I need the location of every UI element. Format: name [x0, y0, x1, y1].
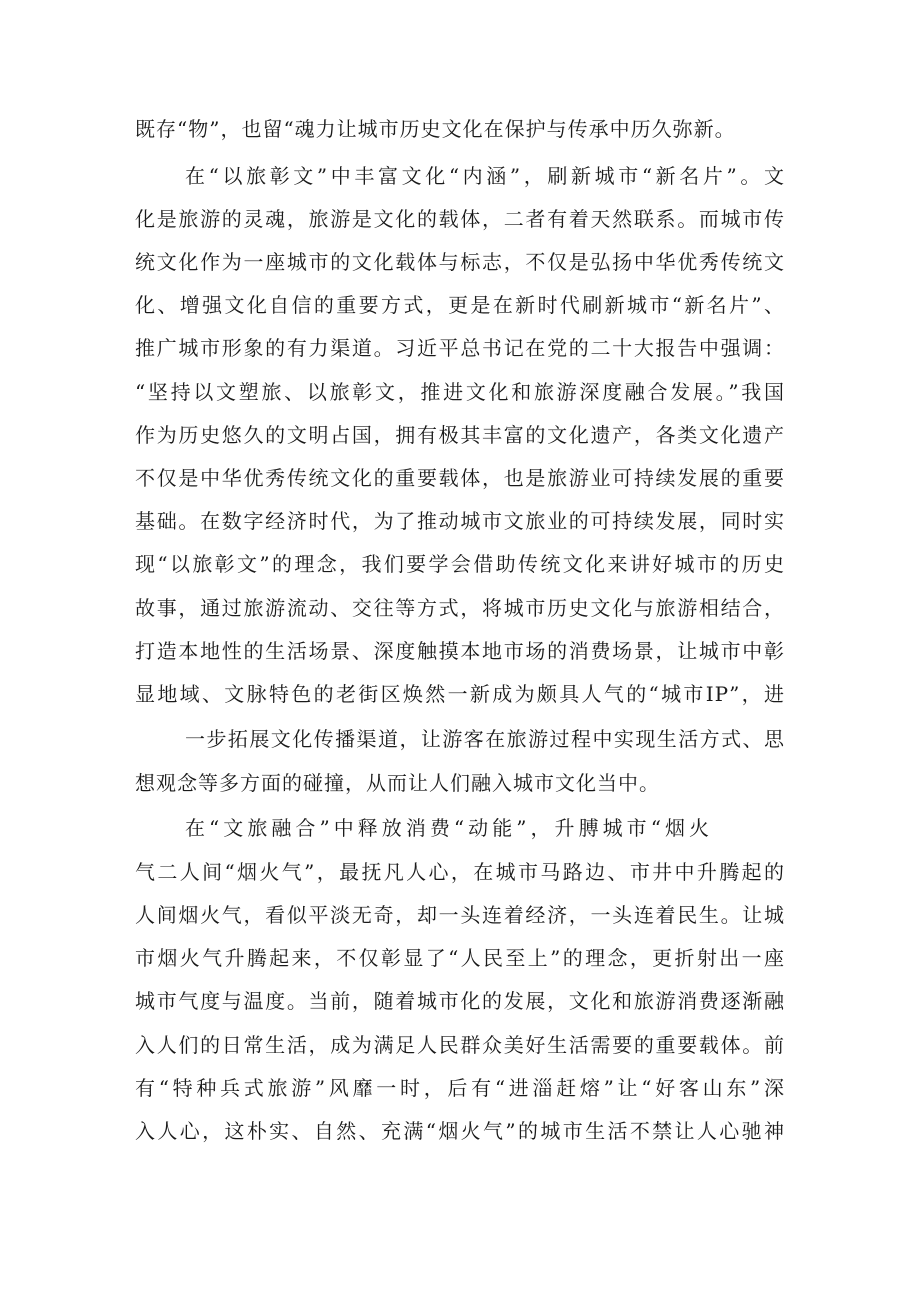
- text-line-14: 显地域、文脉特色的老街区焕然一新成为颇具人气的“城市IP”，进: [135, 682, 785, 706]
- text-line-20: 市烟火气升腾起来，不仅彰显了“人民至上”的理念，更折射出一座: [135, 946, 785, 970]
- text-line-17: 在“文旅融合”中释放消费“动能”，升膊城市“烟火: [185, 816, 710, 840]
- text-line-21: 城市气度与温度。当前，随着城市化的发展，文化和旅游消费逐渐融: [135, 989, 785, 1013]
- text-line-22: 入人们的日常生活，成为满足人民群众美好生活需要的重要载体。前: [135, 1033, 785, 1057]
- text-line-13: 打造本地性的生活场景、深度触摸本地市场的消费场景，让城市中彰: [135, 639, 785, 663]
- text-line-19: 人间烟火气，看似平淡无奇，却一头连着经济，一头连着民生。让城: [135, 903, 785, 927]
- text-line-5: 化、增强文化自信的重要方式，更是在新时代刷新城市“新名片”、: [135, 293, 785, 317]
- text-line-1: 既存“物”，也留“魂力让城市历史文化在保护与传承中历久弥新。: [135, 117, 736, 141]
- text-line-8: 作为历史悠久的文明占国，拥有极其丰富的文化遗产，各类文化遗产: [135, 423, 785, 447]
- text-line-9: 不仅是中华优秀传统文化的重要载体，也是旅游业可持续发展的重要: [135, 466, 785, 490]
- text-line-15: 一步拓展文化传播渠道，让游客在旅游过程中实现生活方式、思: [185, 727, 785, 751]
- text-line-4: 统文化作为一座城市的文化载体与标志，不仅是弘扬中华优秀传统文: [135, 250, 785, 274]
- text-line-7: “坚持以文塑旅、以旅彰文，推进文化和旅游深度融合发展。”我国: [135, 380, 785, 404]
- text-line-23: 有“特种兵式旅游”风靡一时，后有“进淄赶熔”让“好客山东”深: [135, 1076, 785, 1100]
- text-line-16: 想观念等多方面的碰撞，从而让人们融入城市文化当中。: [135, 771, 660, 795]
- text-line-12: 故事，通过旅游流动、交往等方式，将城市历史文化与旅游相结合，: [135, 596, 785, 620]
- text-line-11: 现“以旅彰文”的理念，我们要学会借助传统文化来讲好城市的历史: [135, 552, 785, 576]
- text-line-10: 基础。在数字经济时代，为了推动城市文旅业的可持续发展，同时实: [135, 509, 785, 533]
- text-line-2: 在“以旅彰文”中丰富文化“内涵”，刷新城市“新名片”。文: [185, 164, 785, 188]
- text-line-18: 气二人间“烟火气”，最抚凡人心，在城市马路边、市井中升腾起的: [135, 860, 785, 884]
- text-line-24: 入人心，这朴实、自然、充满“烟火气”的城市生活不禁让人心驰神: [135, 1119, 785, 1143]
- text-line-6: 推广城市形象的有力渠道。习近平总书记在党的二十大报告中强调：: [135, 336, 785, 360]
- text-line-3: 化是旅游的灵魂，旅游是文化的载体，二者有着天然联系。而城市传: [135, 207, 785, 231]
